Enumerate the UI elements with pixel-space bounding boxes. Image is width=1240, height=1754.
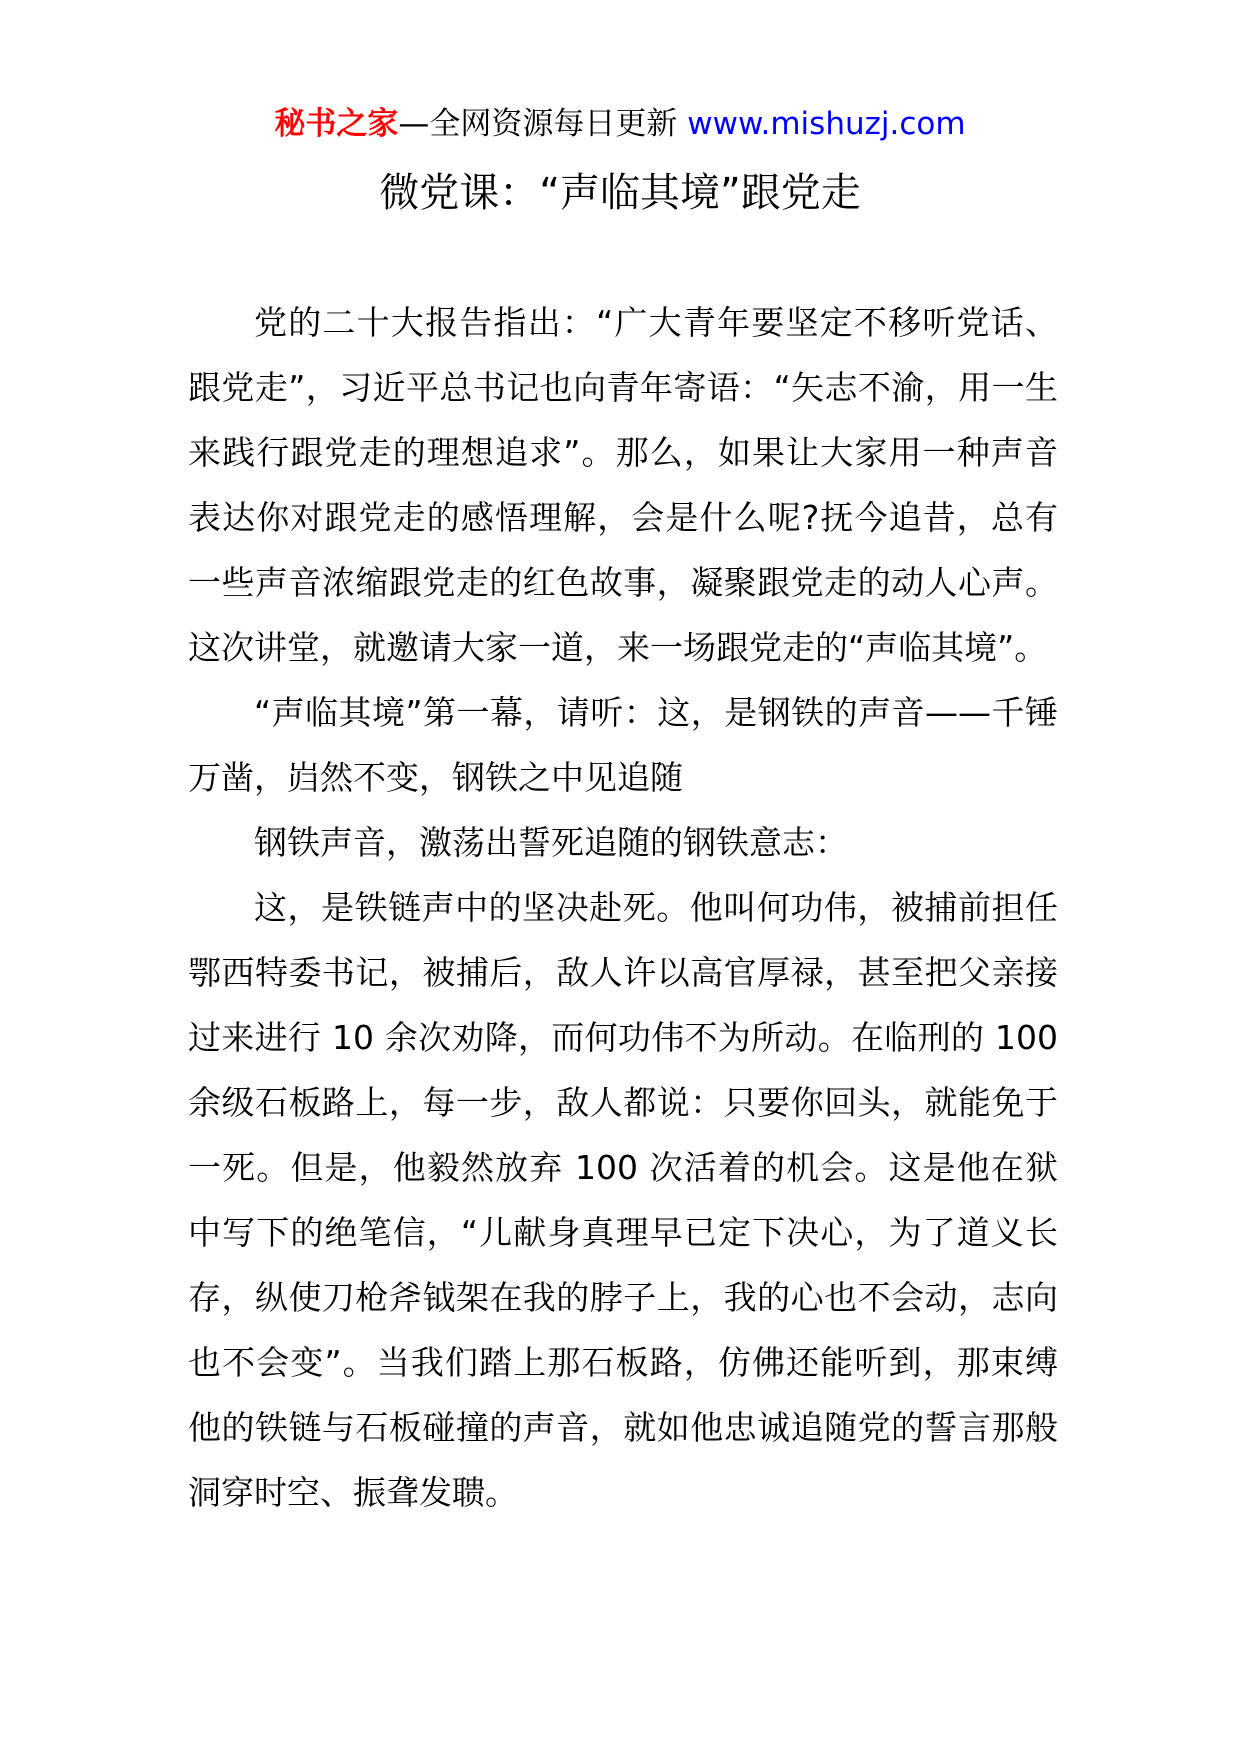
- paragraph: 这，是铁链声中的坚决赴死。他叫何功伟，被捕前担任鄂西特委书记，被捕后，敌人许以高官厚禄，甚至把父亲接过来进行 10 余次劝降，而何功伟不为所动。在临刑的 100 余级石板路上，每一步，敌人都说：只要你回头，就能免于一死。但是，他毅然放弃 100 次活着的机会。这是他在狱中写下的绝笔信，“儿献身真理早已定下决心，为了道义长存，纵使刀枪斧钺架在我的脖子上，我的心也不会动，志向也不会变”。当我们踏上那石板路，仿佛还能听到，那束缚他的铁链与石板碰撞的声音，就如他忠诚追随党的誓言那般洞穿时空、振聋发聩。: [188, 888, 1058, 1512]
- site-header: [0, 102, 1240, 146]
- site-url-link[interactable]: www.mishuzj.com: [687, 106, 966, 142]
- paragraph: “声临其境”第一幕，请听：这，是钢铁的声音——千锤万凿，岿然不变，钢铁之中见追随: [188, 693, 1058, 797]
- document-body: [188, 290, 1058, 1525]
- page-title: 微党课：“声临其境”跟党走: [379, 170, 861, 216]
- header-tagline: —全网资源每日更新: [398, 106, 678, 142]
- paragraph: 钢铁声音，激荡出誓死追随的钢铁意志：: [254, 823, 848, 862]
- brand-name: 秘书之家: [274, 106, 399, 142]
- paragraph: 党的二十大报告指出：“广大青年要坚定不移听党话、跟党走”，习近平总书记也向青年寄语：“矢志不渝，用一生来践行跟党走的理想追求”。那么，如果让大家用一种声音表达你对跟党走的感悟理解，会是什么呢?抚今追昔，总有一些声音浓缩跟党走的红色故事，凝聚跟党走的动人心声。这次讲堂，就邀请大家一道，来一场跟党走的“声临其境”。: [188, 303, 1058, 667]
